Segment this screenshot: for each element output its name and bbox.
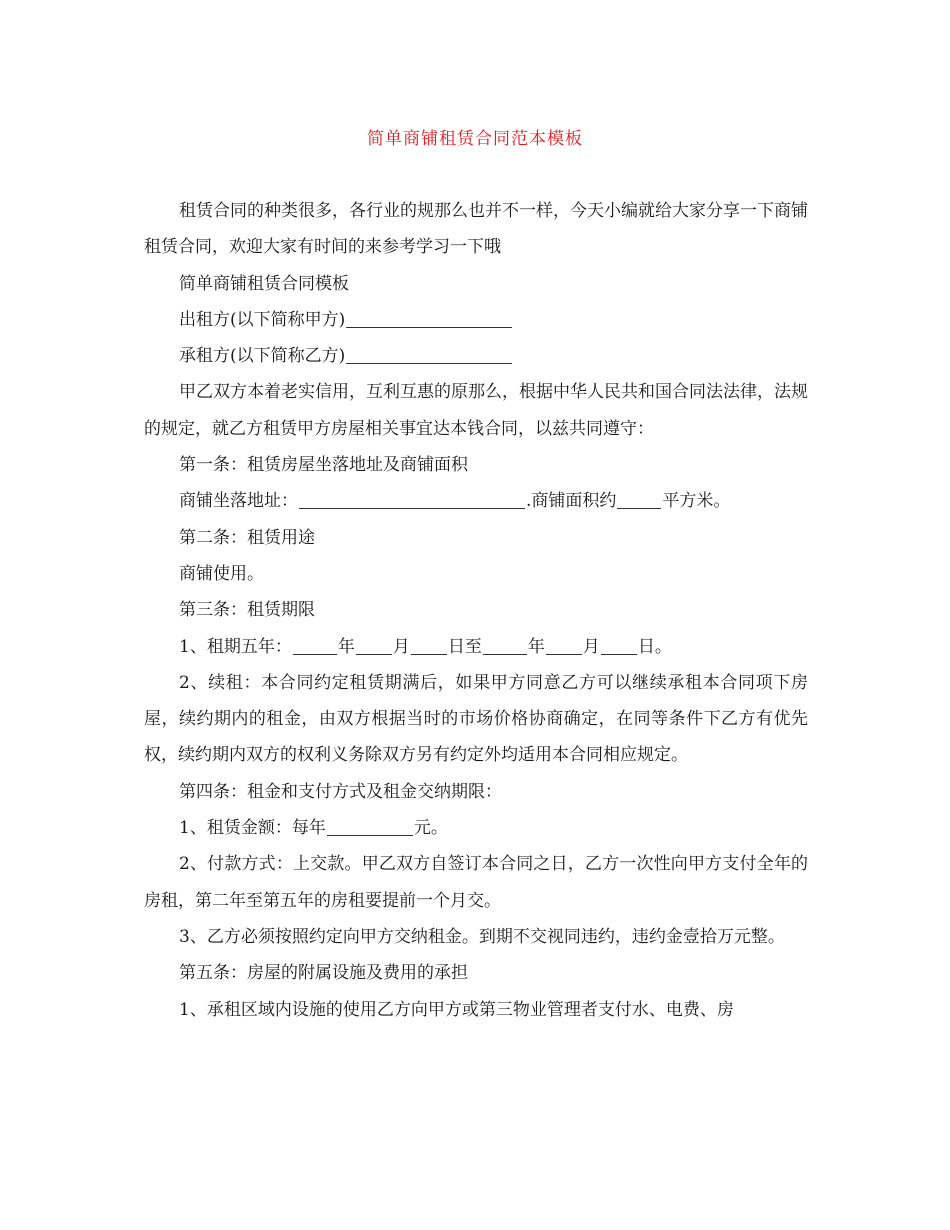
lessee-line	[144, 338, 808, 374]
year-label: 年	[337, 636, 355, 657]
address-blank	[299, 490, 525, 509]
lessee-blank	[346, 345, 512, 364]
day-end-label: 日。	[637, 636, 672, 657]
term-label: 1、租期五年：	[179, 636, 292, 657]
document-title: 简单商铺租赁合同范本模板	[367, 129, 583, 149]
article-3-title: 第三条：租赁期限	[179, 600, 315, 621]
penalty-paragraph: 3、乙方必须按照约定向甲方交纳租金。到期不交视同违约，违约金壹拾万元整。	[179, 926, 785, 947]
rent-unit: 元。	[413, 818, 448, 839]
start-day-blank	[411, 636, 447, 655]
end-year-blank	[483, 636, 527, 655]
area-unit: 平方米。	[662, 491, 731, 512]
payment-paragraph: 2、付款方式：上交款。甲乙双方自签订本合同之日，乙方一次性向甲方支付全年的房租，第二年至第五年的房租要提前一个月交。	[144, 854, 808, 911]
end-month-blank	[546, 636, 582, 655]
address-label: 商铺坐落地址：	[179, 491, 298, 512]
rent-label: 1、租赁金额：每年	[179, 818, 326, 839]
term-line	[144, 629, 808, 665]
address-line	[144, 483, 808, 519]
article-1-title: 第一条：租赁房屋坐落地址及商铺面积	[179, 455, 468, 476]
preamble-paragraph: 甲乙双方本着老实信用，互利互惠的原那么，根据中华人民共和国合同法法律，法规的规定，就乙方租赁甲方房屋相关事宜达本钱合同，以兹共同遵守：	[144, 382, 808, 439]
document-body	[144, 193, 808, 1028]
rent-blank	[327, 817, 413, 836]
month-label: 月	[392, 636, 410, 657]
intro-paragraph: 租赁合同的种类很多，各行业的规那么也并不一样，今天小编就给大家分享一下商铺租赁合同，欢迎大家有时间的来参考学习一下哦	[144, 201, 808, 258]
utilities-paragraph: 1、承租区域内设施的使用乙方向甲方或第三物业管理者支付水、电费、房	[179, 999, 734, 1020]
lessor-label: 出租方(以下简称甲方)	[179, 309, 346, 330]
renewal-paragraph: 2、续租：本合同约定租赁期满后，如果甲方同意乙方可以继续承租本合同项下房屋，续约期内的租金，由双方根据当时的市场价格协商确定，在同等条件下乙方有优先权，续约期内双方的权利义务除双方另有约定外均适用本合同相应规定。	[144, 672, 808, 766]
start-year-blank	[293, 636, 337, 655]
lessee-label: 承租方(以下简称乙方)	[179, 346, 346, 367]
contract-subtitle: 简单商铺租赁合同模板	[179, 273, 349, 294]
article-4-title: 第四条：租金和支付方式及租金交纳期限：	[179, 781, 502, 802]
rent-line	[144, 810, 808, 846]
area-label: .商铺面积约	[526, 491, 617, 512]
lessor-line	[144, 302, 808, 338]
article-5-title: 第五条：房屋的附属设施及费用的承担	[179, 963, 468, 984]
area-blank	[617, 490, 661, 509]
start-month-blank	[356, 636, 392, 655]
article-2-title: 第二条：租赁用途	[179, 527, 315, 548]
end-day-blank	[601, 636, 637, 655]
usage-line: 商铺使用。	[179, 563, 264, 584]
day-to-label: 日至	[447, 636, 482, 657]
year-label-2: 年	[527, 636, 545, 657]
month-label-2: 月	[582, 636, 600, 657]
lessor-blank	[346, 309, 512, 328]
